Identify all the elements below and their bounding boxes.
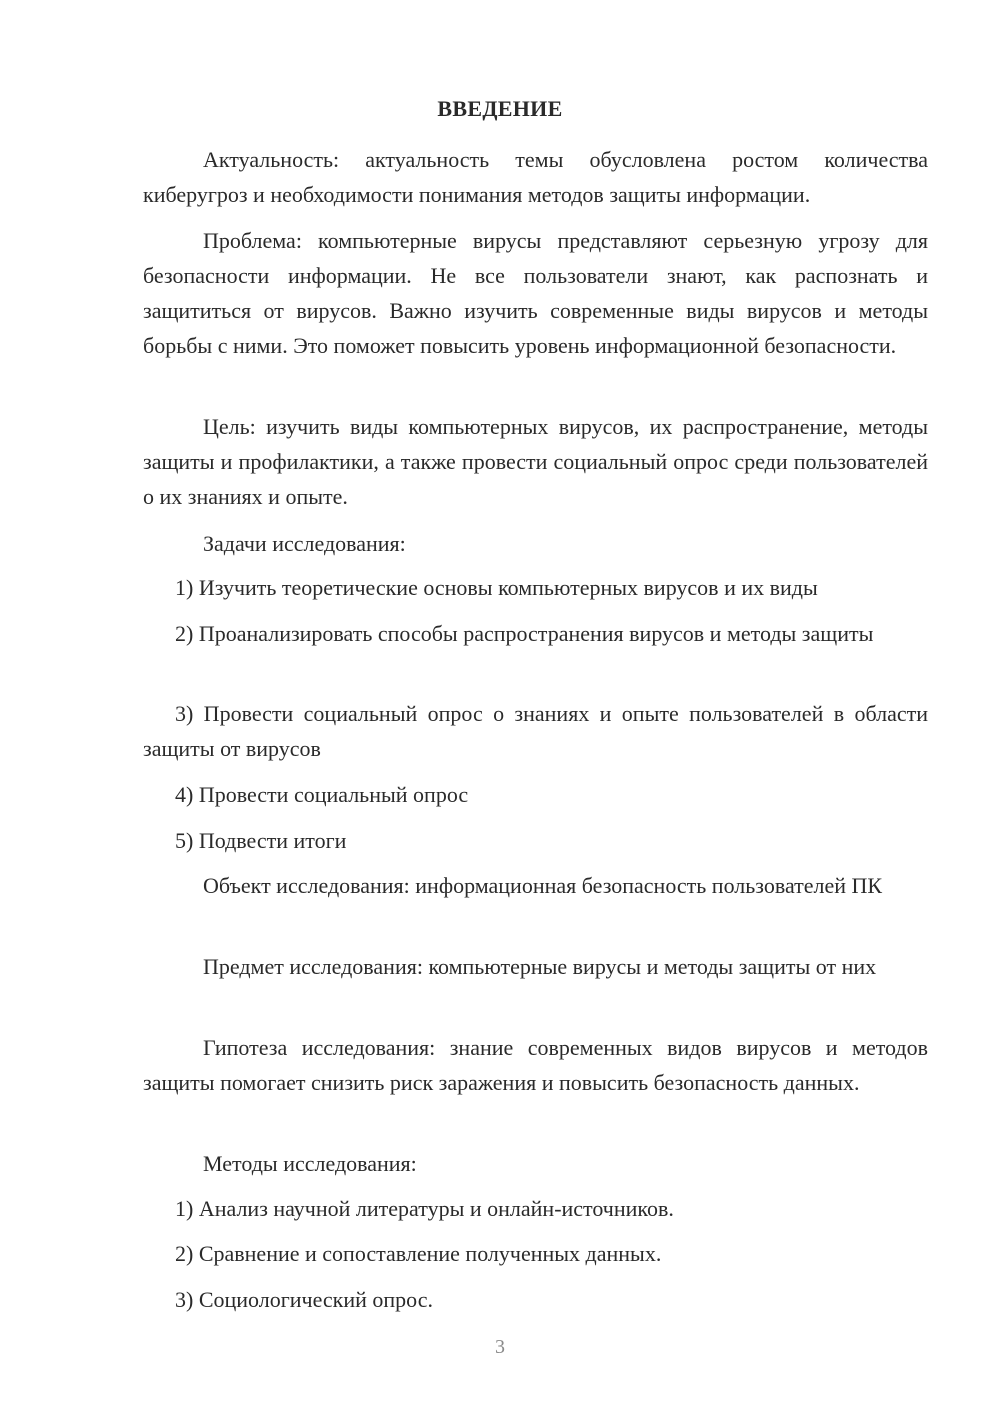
tasks-heading-text: Задачи исследования: (203, 531, 406, 556)
goal-paragraph (143, 409, 928, 514)
relevance-text: Актуальность: актуальность темы обусловлена ростом количества киберугроз и необходимости понимания методов защиты информации. (143, 147, 928, 207)
method-item-text: 1) Анализ научной литературы и онлайн-источников. (175, 1196, 674, 1221)
task-item-1 (143, 570, 928, 605)
methods-heading-text: Методы исследования: (203, 1151, 417, 1176)
object-paragraph (143, 868, 928, 903)
task-item-text: 5) Подвести итоги (175, 828, 347, 853)
object-text: Объект исследования: информационная безопасность пользователей ПК (203, 873, 883, 898)
method-item-text: 3) Социологический опрос. (175, 1287, 433, 1312)
task-item-3 (143, 696, 928, 766)
methods-heading (143, 1146, 928, 1181)
hypothesis-text: Гипотеза исследования: знание современных видов вирусов и методов защиты помогает снизить риск заражения и повысить безопасность данных. (143, 1035, 928, 1095)
task-item-text: 1) Изучить теоретические основы компьютерных вирусов и их виды (175, 575, 818, 600)
relevance-paragraph (143, 142, 928, 212)
method-item-3 (143, 1282, 928, 1317)
subject-paragraph (143, 949, 928, 984)
task-item-5 (143, 823, 928, 858)
hypothesis-paragraph (143, 1030, 928, 1100)
problem-paragraph (143, 223, 928, 363)
method-item-2 (143, 1236, 928, 1271)
method-item-text: 2) Сравнение и сопоставление полученных данных. (175, 1241, 662, 1266)
goal-text: Цель: изучить виды компьютерных вирусов, их распространение, методы защиты и профилактики, а также провести социальный опрос среди пользователей о их знаниях и опыте. (143, 414, 928, 509)
problem-text: Проблема: компьютерные вирусы представляют серьезную угрозу для безопасности информации. Не все пользователи знают, как распознать и защититься от вирусов. Важно изучить современные виды вирусов и методы борьбы с ними. Это поможет повысить уровень информационной безопасности. (143, 228, 928, 358)
page-number: 3 (495, 1336, 505, 1358)
task-item-text: 3) Провести социальный опрос о знаниях и опыте пользователей в области защиты от вирусов (143, 701, 928, 761)
task-item-4 (143, 777, 928, 812)
task-item-text: 4) Провести социальный опрос (175, 782, 469, 807)
task-item-2 (143, 616, 928, 651)
task-item-text: 2) Проанализировать способы распространения вирусов и методы защиты (175, 621, 874, 646)
page-title: ВВЕДЕНИЕ (437, 96, 563, 121)
subject-text: Предмет исследования: компьютерные вирусы и методы защиты от них (203, 954, 877, 979)
tasks-heading (143, 526, 928, 561)
method-item-1 (143, 1191, 928, 1226)
